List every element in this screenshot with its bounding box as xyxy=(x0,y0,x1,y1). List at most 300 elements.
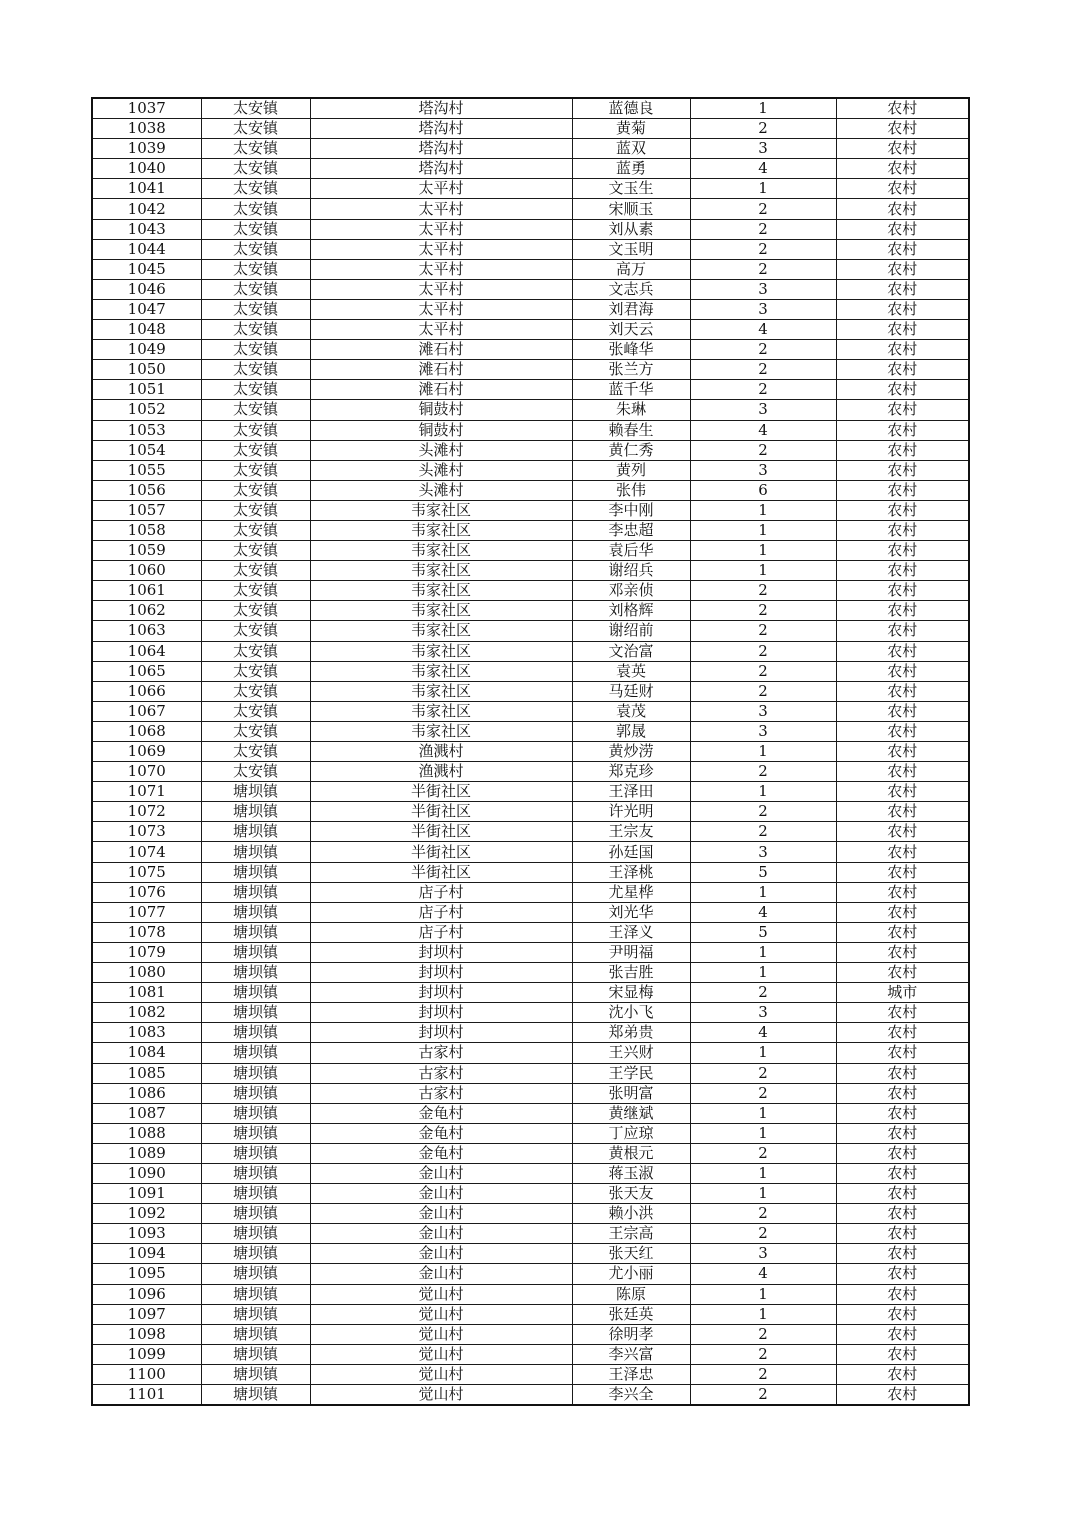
town-cell: 太安镇 xyxy=(201,480,310,500)
town-cell: 塘坝镇 xyxy=(201,1385,310,1406)
village-cell: 韦家社区 xyxy=(310,621,572,641)
table-row xyxy=(92,1385,969,1406)
area-type-cell: 农村 xyxy=(836,902,969,922)
village-cell: 韦家社区 xyxy=(310,681,572,701)
table-row xyxy=(92,380,969,400)
town-cell: 太安镇 xyxy=(201,179,310,199)
count-cell: 2 xyxy=(690,641,836,661)
village-cell: 韦家社区 xyxy=(310,601,572,621)
name-cell: 李中刚 xyxy=(572,500,690,520)
village-cell: 渔溅村 xyxy=(310,762,572,782)
count-cell: 1 xyxy=(690,1163,836,1183)
village-cell: 铜鼓村 xyxy=(310,420,572,440)
town-cell: 太安镇 xyxy=(201,661,310,681)
town-cell: 太安镇 xyxy=(201,199,310,219)
area-type-cell: 农村 xyxy=(836,842,969,862)
count-cell: 3 xyxy=(690,842,836,862)
town-cell: 塘坝镇 xyxy=(201,882,310,902)
count-cell: 2 xyxy=(690,259,836,279)
count-cell: 3 xyxy=(690,721,836,741)
table-row xyxy=(92,963,969,983)
table-row xyxy=(92,400,969,420)
village-cell: 半街社区 xyxy=(310,862,572,882)
count-cell: 1 xyxy=(690,561,836,581)
area-type-cell: 农村 xyxy=(836,340,969,360)
village-cell: 头滩村 xyxy=(310,480,572,500)
town-cell: 太安镇 xyxy=(201,360,310,380)
count-cell: 2 xyxy=(690,1083,836,1103)
table-row xyxy=(92,119,969,139)
table-row xyxy=(92,199,969,219)
name-cell: 宋显梅 xyxy=(572,983,690,1003)
table-row xyxy=(92,942,969,962)
area-type-cell: 农村 xyxy=(836,762,969,782)
row-number-cell: 1073 xyxy=(92,822,201,842)
area-type-cell: 城市 xyxy=(836,983,969,1003)
town-cell: 塘坝镇 xyxy=(201,1003,310,1023)
name-cell: 王泽田 xyxy=(572,782,690,802)
table-row xyxy=(92,1143,969,1163)
town-cell: 太安镇 xyxy=(201,701,310,721)
count-cell: 2 xyxy=(690,1143,836,1163)
village-cell: 半街社区 xyxy=(310,782,572,802)
row-number-cell: 1065 xyxy=(92,661,201,681)
name-cell: 朱琳 xyxy=(572,400,690,420)
row-number-cell: 1079 xyxy=(92,942,201,962)
area-type-cell: 农村 xyxy=(836,440,969,460)
count-cell: 2 xyxy=(690,360,836,380)
area-type-cell: 农村 xyxy=(836,621,969,641)
name-cell: 刘君海 xyxy=(572,299,690,319)
town-cell: 太安镇 xyxy=(201,581,310,601)
village-cell: 觉山村 xyxy=(310,1304,572,1324)
area-type-cell: 农村 xyxy=(836,1083,969,1103)
table-row xyxy=(92,340,969,360)
village-cell: 头滩村 xyxy=(310,440,572,460)
area-type-cell: 农村 xyxy=(836,480,969,500)
count-cell: 3 xyxy=(690,1244,836,1264)
name-cell: 邓亲侦 xyxy=(572,581,690,601)
town-cell: 塘坝镇 xyxy=(201,1043,310,1063)
name-cell: 王宗友 xyxy=(572,822,690,842)
table-row xyxy=(92,259,969,279)
count-cell: 1 xyxy=(690,882,836,902)
name-cell: 张明富 xyxy=(572,1083,690,1103)
count-cell: 1 xyxy=(690,1184,836,1204)
row-number-cell: 1083 xyxy=(92,1023,201,1043)
row-number-cell: 1099 xyxy=(92,1344,201,1364)
name-cell: 黄继斌 xyxy=(572,1103,690,1123)
village-cell: 韦家社区 xyxy=(310,520,572,540)
town-cell: 塘坝镇 xyxy=(201,1184,310,1204)
village-cell: 韦家社区 xyxy=(310,541,572,561)
table-row xyxy=(92,1224,969,1244)
village-cell: 觉山村 xyxy=(310,1284,572,1304)
count-cell: 2 xyxy=(690,802,836,822)
table-row xyxy=(92,1184,969,1204)
row-number-cell: 1087 xyxy=(92,1103,201,1123)
name-cell: 尤小丽 xyxy=(572,1264,690,1284)
area-type-cell: 农村 xyxy=(836,139,969,159)
row-number-cell: 1038 xyxy=(92,119,201,139)
village-cell: 滩石村 xyxy=(310,360,572,380)
table-row xyxy=(92,98,969,119)
town-cell: 太安镇 xyxy=(201,219,310,239)
table-row xyxy=(92,480,969,500)
village-cell: 渔溅村 xyxy=(310,742,572,762)
area-type-cell: 农村 xyxy=(836,159,969,179)
village-cell: 觉山村 xyxy=(310,1364,572,1384)
town-cell: 太安镇 xyxy=(201,420,310,440)
area-type-cell: 农村 xyxy=(836,1364,969,1384)
table-row xyxy=(92,299,969,319)
row-number-cell: 1080 xyxy=(92,963,201,983)
row-number-cell: 1056 xyxy=(92,480,201,500)
village-cell: 太平村 xyxy=(310,279,572,299)
town-cell: 太安镇 xyxy=(201,641,310,661)
count-cell: 4 xyxy=(690,159,836,179)
row-number-cell: 1061 xyxy=(92,581,201,601)
village-cell: 金山村 xyxy=(310,1244,572,1264)
table-row xyxy=(92,239,969,259)
name-cell: 刘天云 xyxy=(572,320,690,340)
table-row xyxy=(92,1304,969,1324)
table-row xyxy=(92,360,969,380)
table-row xyxy=(92,1043,969,1063)
row-number-cell: 1052 xyxy=(92,400,201,420)
town-cell: 太安镇 xyxy=(201,500,310,520)
count-cell: 3 xyxy=(690,1003,836,1023)
row-number-cell: 1091 xyxy=(92,1184,201,1204)
town-cell: 塘坝镇 xyxy=(201,902,310,922)
table-row xyxy=(92,681,969,701)
area-type-cell: 农村 xyxy=(836,199,969,219)
area-type-cell: 农村 xyxy=(836,963,969,983)
table-row xyxy=(92,581,969,601)
table-row xyxy=(92,601,969,621)
town-cell: 塘坝镇 xyxy=(201,922,310,942)
village-cell: 塔沟村 xyxy=(310,98,572,119)
village-cell: 塔沟村 xyxy=(310,119,572,139)
table-row xyxy=(92,922,969,942)
name-cell: 张兰方 xyxy=(572,360,690,380)
village-cell: 韦家社区 xyxy=(310,641,572,661)
area-type-cell: 农村 xyxy=(836,1204,969,1224)
village-cell: 金龟村 xyxy=(310,1143,572,1163)
name-cell: 陈原 xyxy=(572,1284,690,1304)
count-cell: 1 xyxy=(690,541,836,561)
village-cell: 太平村 xyxy=(310,320,572,340)
village-cell: 半街社区 xyxy=(310,802,572,822)
area-type-cell: 农村 xyxy=(836,1264,969,1284)
count-cell: 2 xyxy=(690,239,836,259)
town-cell: 太安镇 xyxy=(201,159,310,179)
name-cell: 丁应琼 xyxy=(572,1123,690,1143)
row-number-cell: 1059 xyxy=(92,541,201,561)
name-cell: 赖小洪 xyxy=(572,1204,690,1224)
count-cell: 1 xyxy=(690,1043,836,1063)
town-cell: 塘坝镇 xyxy=(201,1324,310,1344)
town-cell: 塘坝镇 xyxy=(201,1364,310,1384)
area-type-cell: 农村 xyxy=(836,400,969,420)
area-type-cell: 农村 xyxy=(836,1103,969,1123)
town-cell: 太安镇 xyxy=(201,681,310,701)
area-type-cell: 农村 xyxy=(836,1284,969,1304)
count-cell: 2 xyxy=(690,601,836,621)
area-type-cell: 农村 xyxy=(836,882,969,902)
town-cell: 太安镇 xyxy=(201,119,310,139)
count-cell: 1 xyxy=(690,179,836,199)
area-type-cell: 农村 xyxy=(836,179,969,199)
count-cell: 4 xyxy=(690,902,836,922)
village-cell: 金山村 xyxy=(310,1184,572,1204)
town-cell: 太安镇 xyxy=(201,541,310,561)
area-type-cell: 农村 xyxy=(836,380,969,400)
village-cell: 封坝村 xyxy=(310,1003,572,1023)
table-row xyxy=(92,541,969,561)
area-type-cell: 农村 xyxy=(836,742,969,762)
table-row xyxy=(92,701,969,721)
row-number-cell: 1044 xyxy=(92,239,201,259)
name-cell: 尹明福 xyxy=(572,942,690,962)
area-type-cell: 农村 xyxy=(836,1143,969,1163)
name-cell: 宋顺玉 xyxy=(572,199,690,219)
row-number-cell: 1058 xyxy=(92,520,201,540)
area-type-cell: 农村 xyxy=(836,1063,969,1083)
name-cell: 刘从素 xyxy=(572,219,690,239)
row-number-cell: 1071 xyxy=(92,782,201,802)
table-row xyxy=(92,862,969,882)
table-row xyxy=(92,500,969,520)
village-cell: 封坝村 xyxy=(310,983,572,1003)
village-cell: 店子村 xyxy=(310,902,572,922)
area-type-cell: 农村 xyxy=(836,1043,969,1063)
row-number-cell: 1068 xyxy=(92,721,201,741)
row-number-cell: 1054 xyxy=(92,440,201,460)
row-number-cell: 1066 xyxy=(92,681,201,701)
town-cell: 太安镇 xyxy=(201,340,310,360)
village-cell: 太平村 xyxy=(310,299,572,319)
name-cell: 王宗高 xyxy=(572,1224,690,1244)
area-type-cell: 农村 xyxy=(836,922,969,942)
row-number-cell: 1041 xyxy=(92,179,201,199)
table-row xyxy=(92,822,969,842)
count-cell: 2 xyxy=(690,762,836,782)
name-cell: 文玉明 xyxy=(572,239,690,259)
town-cell: 太安镇 xyxy=(201,400,310,420)
town-cell: 太安镇 xyxy=(201,601,310,621)
town-cell: 太安镇 xyxy=(201,460,310,480)
name-cell: 徐明孝 xyxy=(572,1324,690,1344)
row-number-cell: 1098 xyxy=(92,1324,201,1344)
town-cell: 塘坝镇 xyxy=(201,1123,310,1143)
area-type-cell: 农村 xyxy=(836,239,969,259)
table-row xyxy=(92,279,969,299)
village-cell: 封坝村 xyxy=(310,942,572,962)
village-cell: 韦家社区 xyxy=(310,721,572,741)
name-cell: 孙廷国 xyxy=(572,842,690,862)
area-type-cell: 农村 xyxy=(836,1184,969,1204)
name-cell: 沈小飞 xyxy=(572,1003,690,1023)
village-cell: 金龟村 xyxy=(310,1103,572,1123)
village-cell: 封坝村 xyxy=(310,963,572,983)
town-cell: 太安镇 xyxy=(201,279,310,299)
row-number-cell: 1072 xyxy=(92,802,201,822)
village-cell: 塔沟村 xyxy=(310,139,572,159)
count-cell: 2 xyxy=(690,983,836,1003)
count-cell: 1 xyxy=(690,500,836,520)
village-cell: 滩石村 xyxy=(310,380,572,400)
village-cell: 金山村 xyxy=(310,1204,572,1224)
area-type-cell: 农村 xyxy=(836,601,969,621)
table-row xyxy=(92,1324,969,1344)
village-cell: 太平村 xyxy=(310,179,572,199)
count-cell: 2 xyxy=(690,1344,836,1364)
count-cell: 2 xyxy=(690,199,836,219)
town-cell: 太安镇 xyxy=(201,742,310,762)
count-cell: 2 xyxy=(690,1324,836,1344)
count-cell: 2 xyxy=(690,621,836,641)
name-cell: 蓝千华 xyxy=(572,380,690,400)
count-cell: 4 xyxy=(690,1264,836,1284)
row-number-cell: 1045 xyxy=(92,259,201,279)
table-row xyxy=(92,1284,969,1304)
town-cell: 太安镇 xyxy=(201,721,310,741)
table-row xyxy=(92,1123,969,1143)
name-cell: 刘光华 xyxy=(572,902,690,922)
name-cell: 张天红 xyxy=(572,1244,690,1264)
village-cell: 太平村 xyxy=(310,219,572,239)
row-number-cell: 1049 xyxy=(92,340,201,360)
area-type-cell: 农村 xyxy=(836,420,969,440)
row-number-cell: 1070 xyxy=(92,762,201,782)
table-row xyxy=(92,1083,969,1103)
area-type-cell: 农村 xyxy=(836,641,969,661)
table-row xyxy=(92,1003,969,1023)
count-cell: 2 xyxy=(690,581,836,601)
name-cell: 蓝双 xyxy=(572,139,690,159)
row-number-cell: 1088 xyxy=(92,1123,201,1143)
count-cell: 4 xyxy=(690,1023,836,1043)
count-cell: 3 xyxy=(690,279,836,299)
name-cell: 张天友 xyxy=(572,1184,690,1204)
count-cell: 2 xyxy=(690,681,836,701)
name-cell: 黄仁秀 xyxy=(572,440,690,460)
row-number-cell: 1050 xyxy=(92,360,201,380)
village-cell: 金山村 xyxy=(310,1264,572,1284)
town-cell: 塘坝镇 xyxy=(201,1023,310,1043)
town-cell: 太安镇 xyxy=(201,621,310,641)
town-cell: 太安镇 xyxy=(201,139,310,159)
village-cell: 金龟村 xyxy=(310,1123,572,1143)
area-type-cell: 农村 xyxy=(836,581,969,601)
count-cell: 2 xyxy=(690,1364,836,1384)
name-cell: 张伟 xyxy=(572,480,690,500)
count-cell: 2 xyxy=(690,1204,836,1224)
count-cell: 1 xyxy=(690,1103,836,1123)
row-number-cell: 1053 xyxy=(92,420,201,440)
town-cell: 塘坝镇 xyxy=(201,1264,310,1284)
table-row xyxy=(92,782,969,802)
count-cell: 1 xyxy=(690,1284,836,1304)
name-cell: 李忠超 xyxy=(572,520,690,540)
area-type-cell: 农村 xyxy=(836,782,969,802)
village-cell: 太平村 xyxy=(310,259,572,279)
table-row xyxy=(92,641,969,661)
area-type-cell: 农村 xyxy=(836,822,969,842)
name-cell: 张吉胜 xyxy=(572,963,690,983)
area-type-cell: 农村 xyxy=(836,802,969,822)
name-cell: 黄列 xyxy=(572,460,690,480)
area-type-cell: 农村 xyxy=(836,460,969,480)
town-cell: 塘坝镇 xyxy=(201,802,310,822)
area-type-cell: 农村 xyxy=(836,942,969,962)
name-cell: 袁英 xyxy=(572,661,690,681)
table-row xyxy=(92,1063,969,1083)
name-cell: 高万 xyxy=(572,259,690,279)
row-number-cell: 1095 xyxy=(92,1264,201,1284)
village-cell: 古家村 xyxy=(310,1063,572,1083)
count-cell: 2 xyxy=(690,1224,836,1244)
count-cell: 1 xyxy=(690,520,836,540)
count-cell: 2 xyxy=(690,822,836,842)
town-cell: 太安镇 xyxy=(201,299,310,319)
name-cell: 袁茂 xyxy=(572,701,690,721)
town-cell: 塘坝镇 xyxy=(201,1344,310,1364)
table-row xyxy=(92,440,969,460)
name-cell: 王泽桃 xyxy=(572,862,690,882)
area-type-cell: 农村 xyxy=(836,541,969,561)
town-cell: 塘坝镇 xyxy=(201,1224,310,1244)
area-type-cell: 农村 xyxy=(836,721,969,741)
town-cell: 塘坝镇 xyxy=(201,942,310,962)
row-number-cell: 1048 xyxy=(92,320,201,340)
village-cell: 觉山村 xyxy=(310,1385,572,1406)
count-cell: 2 xyxy=(690,1063,836,1083)
name-cell: 谢绍前 xyxy=(572,621,690,641)
area-type-cell: 农村 xyxy=(836,561,969,581)
town-cell: 塘坝镇 xyxy=(201,1143,310,1163)
row-number-cell: 1037 xyxy=(92,98,201,119)
roster-table-body xyxy=(92,98,969,1405)
village-cell: 觉山村 xyxy=(310,1324,572,1344)
row-number-cell: 1076 xyxy=(92,882,201,902)
table-row xyxy=(92,802,969,822)
row-number-cell: 1097 xyxy=(92,1304,201,1324)
town-cell: 塘坝镇 xyxy=(201,1083,310,1103)
count-cell: 2 xyxy=(690,219,836,239)
row-number-cell: 1060 xyxy=(92,561,201,581)
village-cell: 铜鼓村 xyxy=(310,400,572,420)
area-type-cell: 农村 xyxy=(836,661,969,681)
row-number-cell: 1067 xyxy=(92,701,201,721)
name-cell: 黄炒涝 xyxy=(572,742,690,762)
table-row xyxy=(92,1103,969,1123)
row-number-cell: 1063 xyxy=(92,621,201,641)
name-cell: 李兴富 xyxy=(572,1344,690,1364)
count-cell: 1 xyxy=(690,942,836,962)
table-row xyxy=(92,179,969,199)
row-number-cell: 1089 xyxy=(92,1143,201,1163)
count-cell: 1 xyxy=(690,742,836,762)
count-cell: 2 xyxy=(690,1385,836,1406)
table-row xyxy=(92,460,969,480)
area-type-cell: 农村 xyxy=(836,520,969,540)
name-cell: 黄菊 xyxy=(572,119,690,139)
table-row xyxy=(92,1204,969,1224)
table-row xyxy=(92,842,969,862)
area-type-cell: 农村 xyxy=(836,701,969,721)
